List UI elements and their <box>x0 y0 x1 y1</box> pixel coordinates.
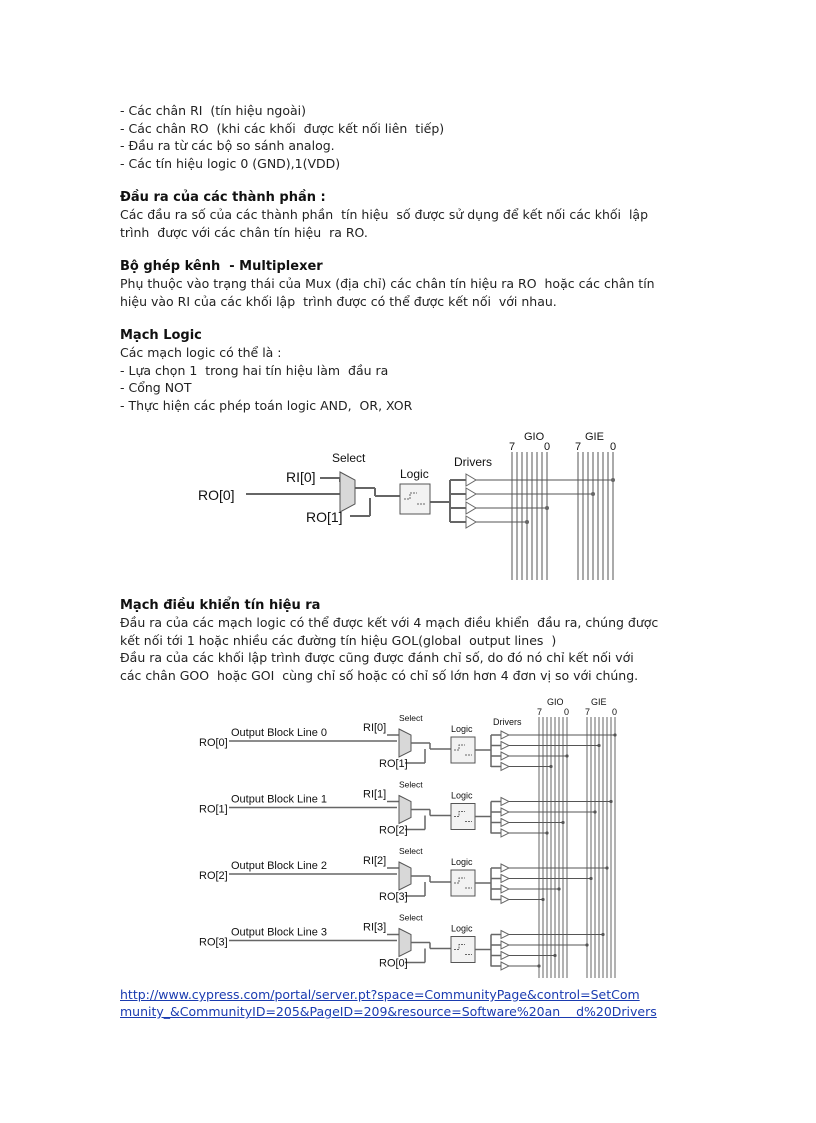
ro-label: RO[0] <box>199 737 228 749</box>
ro-label: RO[1] <box>199 803 228 816</box>
output-block-line-label: Output Block Line 2 <box>231 860 328 872</box>
gio-label: GIO <box>524 431 545 443</box>
gie-label: GIE <box>591 697 607 707</box>
ro-input-label: RO[3] <box>379 891 408 903</box>
ro-input-label: RO[0] <box>379 957 408 970</box>
logic-line: - Lựa chọn 1 trong hai tín hiệu làm đầu ra <box>120 362 389 378</box>
bit-index-label: 0 <box>564 707 570 717</box>
outputs-line: trình được với các chân tín hiệu ra RO. <box>120 224 368 240</box>
output-block-line-label: Output Block Line 0 <box>231 727 328 739</box>
reference-link[interactable]: http://www.cypress.com/portal/server.pt?space=CommunityPage&control=SetCom <box>120 987 640 1002</box>
bit-index-label: 0 <box>612 707 618 717</box>
gie-label: GIE <box>585 431 604 443</box>
ri-label: RI[2] <box>363 855 387 867</box>
driver-line: Đầu ra của các khối lập trình được cũng được đánh chỉ số, do đó nó chỉ kết nối với <box>120 650 634 665</box>
output-block-line-label: Output Block Line 3 <box>231 926 328 939</box>
driver-line: các chân GOO hoặc GOI cùng chỉ số hoặc có chỉ số lớn hơn 4 đơn vị so với chúng. <box>120 667 639 683</box>
output-block-row <box>199 713 617 771</box>
reference-link[interactable]: munity_&CommunityID=205&PageID=209&resource=Software%20an d%20Drivers <box>120 1004 657 1019</box>
ri-label: RI[1] <box>363 788 387 801</box>
intro-list-item: - Đầu ra từ các bộ so sánh analog. <box>120 138 335 153</box>
outputs-heading: Đầu ra của các thành phần : <box>120 190 326 205</box>
logic-label: Logic <box>451 790 473 801</box>
bit-index-label: 0 <box>610 441 617 453</box>
select-label: Select <box>399 846 423 856</box>
ri-label: RI[3] <box>363 921 387 934</box>
driver-line: Đầu ra của các mạch logic có thể được kết với 4 mạch điều khiển đầu ra, chúng được <box>120 615 659 630</box>
select-label: Select <box>399 779 423 790</box>
logic-label: Logic <box>451 724 473 734</box>
bit-index-label: 7 <box>509 441 516 453</box>
ro-input-label: RO[1] <box>306 509 343 525</box>
logic-line: - Cổng NOT <box>120 380 192 395</box>
drivers-label: Drivers <box>454 455 492 469</box>
driver-heading: Mạch điều khiển tín hiệu ra <box>120 598 321 613</box>
output-block-lines-diagram <box>195 695 635 980</box>
ro-input-label: RO[2] <box>379 824 408 837</box>
logic-label: Logic <box>451 923 473 934</box>
ro-label: RO[0] <box>198 487 235 503</box>
mux-line: Phụ thuộc vào trạng thái của Mux (địa chỉ) các chân tín hiệu ra RO hoặc các chân tín <box>120 276 655 291</box>
select-label: Select <box>399 713 423 723</box>
mux-heading: Bộ ghép kênh - Multiplexer <box>120 259 323 274</box>
driver-line: kết nối tới 1 hoặc nhiều các đường tín hiệu GOL(global output lines ) <box>120 632 557 648</box>
ro-input-label: RO[1] <box>379 758 408 770</box>
ro-label: RO[2] <box>199 870 228 882</box>
output-block-diagram <box>190 422 640 582</box>
select-label: Select <box>332 451 366 465</box>
ro-label: RO[3] <box>199 936 228 949</box>
logic-heading: Mạch Logic <box>120 328 202 343</box>
output-block-row <box>199 913 605 971</box>
intro-list-item: - Các chân RI (tín hiệu ngoài) <box>120 103 307 118</box>
mux-line: hiệu vào RI của các khối lập trình được có thể được kết nối với nhau. <box>120 293 557 309</box>
ri-label: RI[0] <box>363 722 387 734</box>
logic-label: Logic <box>451 857 473 867</box>
intro-list-item: - Các tín hiệu logic 0 (GND),1(VDD) <box>120 155 341 171</box>
bit-index-label: 7 <box>585 707 591 717</box>
logic-label: Logic <box>400 467 429 481</box>
outputs-line: Các đầu ra số của các thành phần tín hiệu số được sử dụng để kết nối các khối lập <box>120 207 649 222</box>
select-label: Select <box>399 912 423 923</box>
drivers-label: Drivers <box>493 717 522 727</box>
gio-label: GIO <box>547 697 564 707</box>
logic-line: Các mạch logic có thể là : <box>120 345 282 360</box>
intro-list-item: - Các chân RO (khi các khối được kết nối liên tiếp) <box>120 120 445 136</box>
bit-index-label: 7 <box>575 441 582 453</box>
bit-index-label: 7 <box>537 707 543 717</box>
ri-label: RI[0] <box>286 469 316 485</box>
logic-line: - Thực hiện các phép toán logic AND, OR, XOR <box>120 397 413 413</box>
output-block-line-label: Output Block Line 1 <box>231 793 328 806</box>
bit-index-label: 0 <box>544 441 551 453</box>
